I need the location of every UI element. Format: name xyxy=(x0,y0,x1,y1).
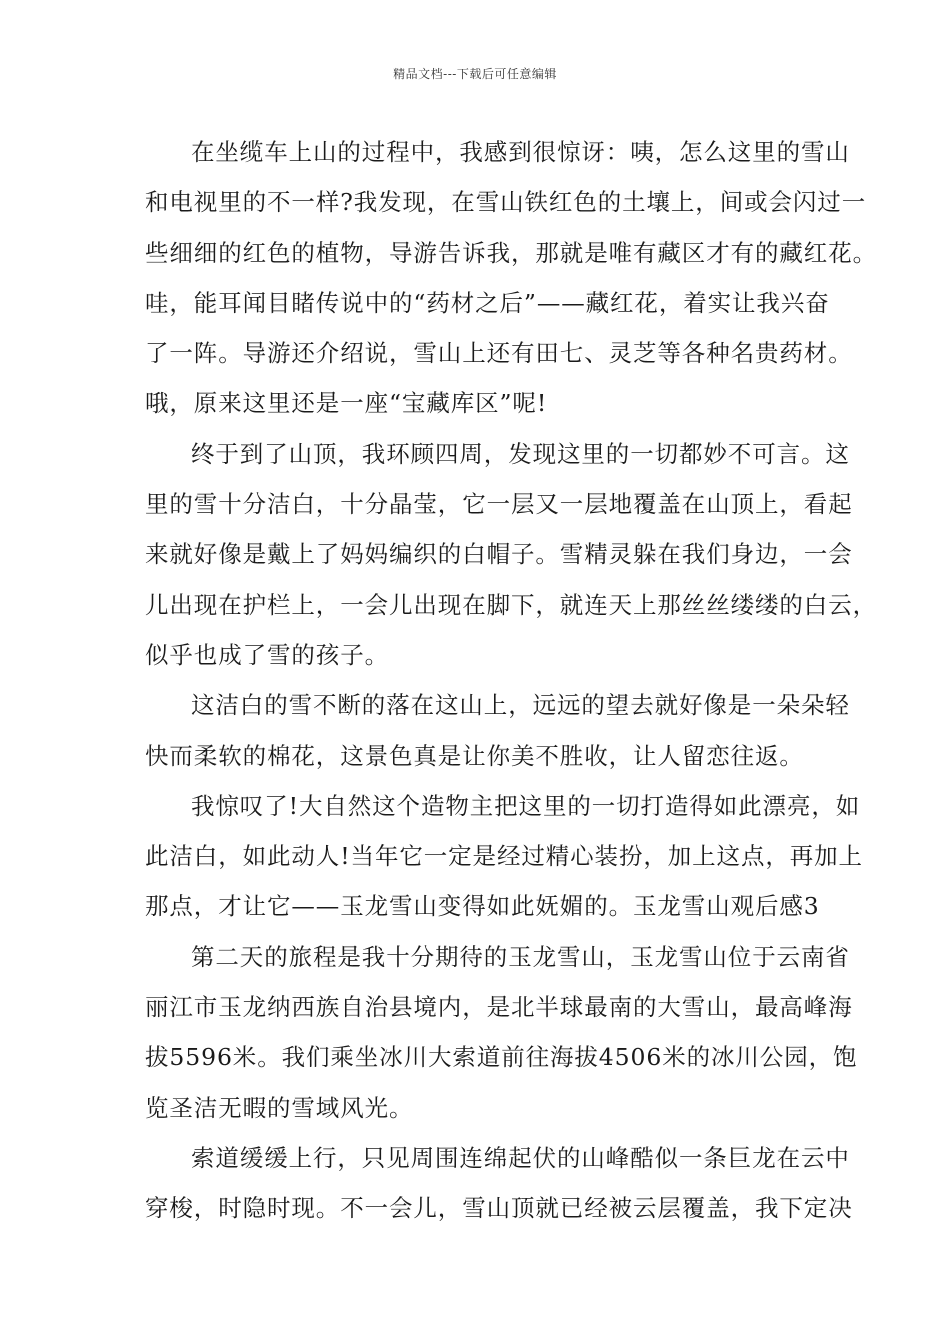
page-header: 精品文档---下载后可任意编辑 xyxy=(393,67,557,81)
paragraph-snowfall xyxy=(145,687,850,788)
paragraph-second-day xyxy=(145,939,858,1140)
document-body xyxy=(145,134,877,1241)
text-line: 和电视里的不一样?我发现，在雪山铁红色的土壤上，间或会闪过一 xyxy=(145,188,867,217)
text-line: 那点，才让它——玉龙雪山变得如此妩媚的。玉龙雪山观后感3 xyxy=(145,892,820,921)
text-line: 穿梭，时隐时现。不一会儿，雪山顶就已经被云层覆盖，我下定决 xyxy=(145,1194,853,1223)
text-line: 拔5596米。我们乘坐冰川大索道前往海拔4506米的冰川公园，饱 xyxy=(145,1043,858,1072)
text-line: 快而柔软的棉花，这景色真是让你美不胜收，让人留恋往返。 xyxy=(145,741,804,770)
text-line: 此洁白，如此动人!当年它一定是经过精心装扮，加上这点，再加上 xyxy=(145,842,863,871)
text-line: 终于到了山顶，我环顾四周，发现这里的一切都妙不可言。这 xyxy=(191,439,850,468)
text-line: 览圣洁无暇的雪域风光。 xyxy=(145,1093,414,1122)
text-line: 似乎也成了雪的孩子。 xyxy=(145,640,389,669)
text-line: 些细细的红色的植物，导游告诉我，那就是唯有藏区才有的藏红花。 xyxy=(145,238,877,267)
text-line: 第二天的旅程是我十分期待的玉龙雪山，玉龙雪山位于云南省 xyxy=(191,942,850,971)
text-line: 了一阵。导游还介绍说，雪山上还有田七、灵芝等各种名贵药材。 xyxy=(145,339,853,368)
text-line: 哦，原来这里还是一座“宝藏库区”呢! xyxy=(145,389,548,418)
text-line: 我惊叹了!大自然这个造物主把这里的一切打造得如此漂亮，如 xyxy=(191,791,861,820)
text-line: 这洁白的雪不断的落在这山上，远远的望去就好像是一朵朵轻 xyxy=(191,691,850,720)
text-line: 哇，能耳闻目睹传说中的“药材之后”——藏红花，着实让我兴奋 xyxy=(145,288,830,317)
paragraph-summit xyxy=(145,436,877,687)
paragraph-cableway xyxy=(145,1140,853,1241)
text-line: 丽江市玉龙纳西族自治县境内，是北半球最南的大雪山，最高峰海 xyxy=(145,993,853,1022)
text-line: 在坐缆车上山的过程中，我感到很惊讶：咦，怎么这里的雪山 xyxy=(191,138,850,166)
text-line: 里的雪十分洁白，十分晶莹，它一层又一层地覆盖在山顶上，看起 xyxy=(145,490,853,519)
paragraph-cable-car xyxy=(145,134,877,436)
text-line: 索道缓缓上行，只见周围连绵起伏的山峰酷似一条巨龙在云中 xyxy=(191,1143,850,1172)
text-line: 儿出现在护栏上，一会儿出现在脚下，就连天上那丝丝缕缕的白云， xyxy=(145,590,877,619)
paragraph-exclamation xyxy=(145,788,863,939)
text-line: 来就好像是戴上了妈妈编织的白帽子。雪精灵躲在我们身边，一会 xyxy=(145,540,853,569)
